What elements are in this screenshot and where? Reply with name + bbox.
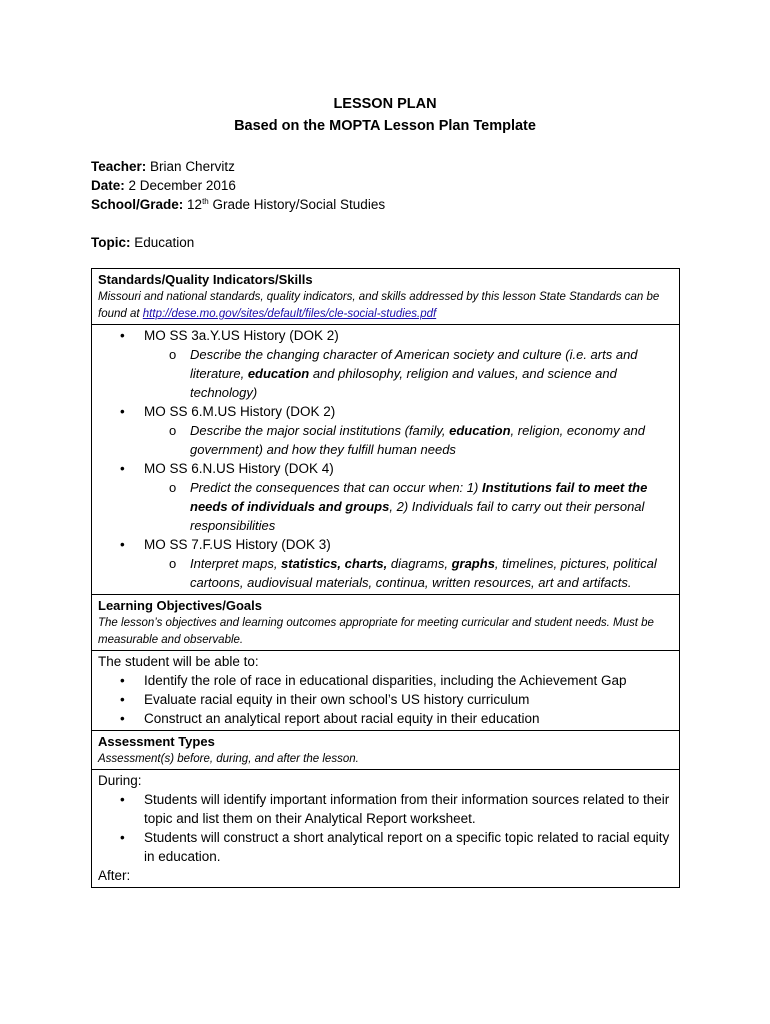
assessment-header-cell	[92, 731, 679, 770]
school-grade-line	[91, 195, 385, 214]
standards-note	[98, 289, 673, 323]
assessment-during-label: During:	[98, 773, 142, 788]
standard-descriptions	[144, 421, 673, 459]
description-text: and philosophy, religion and values, and science and technology)	[190, 366, 617, 400]
objective-text: Construct an analytical report about racial equity in their education	[144, 711, 540, 726]
objective-text: Evaluate racial equity in their own school’s US history curriculum	[144, 692, 530, 707]
school-grade-label: School/Grade:	[91, 197, 184, 212]
standards-heading: Standards/Quality Indicators/Skills	[98, 272, 313, 287]
lesson-plan-table	[91, 268, 680, 888]
assessment-text: Students will construct a short analytical report on a specific topic related to racial equity in education.	[144, 830, 670, 864]
sub-bullet-icon: o	[169, 347, 177, 362]
sub-bullet-icon: o	[169, 556, 177, 571]
standard-description	[144, 478, 673, 535]
topic-label: Topic:	[91, 235, 131, 250]
standards-body-cell	[92, 325, 679, 595]
description-text: , religion, economy and government) and how they fulfill human needs	[190, 423, 645, 457]
topic-line	[91, 233, 194, 252]
description-emphasis: Institutions fail to meet the needs of individuals and groups	[190, 480, 648, 514]
standard-description	[144, 421, 673, 459]
assessment-body-cell	[92, 770, 679, 887]
teacher-value: Brian Chervitz	[150, 159, 235, 174]
document-subtitle: Based on the MOPTA Lesson Plan Template	[234, 118, 536, 134]
description-text: diagrams,	[387, 556, 452, 571]
standard-item	[98, 535, 673, 592]
standard-description	[144, 345, 673, 402]
standards-note-text: Missouri and national standards, quality indicators, and skills addressed by this lesson State Standards can be found at	[98, 291, 660, 320]
standard-item	[98, 326, 673, 402]
standard-code: MO SS 6.M.US History (DOK 2)	[144, 404, 336, 419]
objectives-body-cell	[92, 651, 679, 731]
objectives-note: The lesson’s objectives and learning outcomes appropriate for meeting curricular and student needs. Must be measurable and observable.	[98, 617, 654, 646]
standard-descriptions	[144, 554, 673, 592]
objective-item	[98, 709, 673, 728]
description-text: Describe the major social institutions (family,	[190, 423, 450, 438]
description-emphasis: graphs	[451, 556, 495, 571]
bullet-icon: •	[120, 461, 125, 476]
standard-item	[98, 459, 673, 535]
objectives-intro: The student will be able to:	[98, 654, 259, 669]
description-text: Interpret maps,	[190, 556, 282, 571]
grade-number: 12	[187, 197, 203, 212]
standard-descriptions	[144, 478, 673, 535]
standard-code: MO SS 6.N.US History (DOK 4)	[144, 461, 334, 476]
objectives-list	[98, 671, 673, 728]
grade-subject: Grade History/Social Studies	[212, 197, 386, 212]
standard-description	[144, 554, 673, 592]
objectives-header-cell	[92, 595, 679, 651]
objectives-heading: Learning Objectives/Goals	[98, 598, 262, 613]
teacher-label: Teacher:	[91, 159, 147, 174]
description-text: , timelines, pictures, political cartoons, audiovisual materials, continua, written resources, art and artifacts.	[190, 556, 657, 590]
bullet-icon: •	[120, 328, 125, 343]
assessment-item	[98, 790, 673, 828]
topic-value: Education	[134, 235, 195, 250]
objective-text: Identify the role of race in educational disparities, including the Achievement Gap	[144, 673, 627, 688]
objective-item	[98, 671, 673, 690]
description-text: , 2) Individuals fail to carry out their personal responsibilities	[190, 499, 645, 533]
standard-descriptions	[144, 345, 673, 402]
document-title: LESSON PLAN	[333, 96, 437, 112]
assessment-text: Students will identify important information from their information sources related to their topic and list them on their Analytical Report worksheet.	[144, 792, 670, 826]
date-value: 2 December 2016	[128, 178, 236, 193]
sub-bullet-icon: o	[169, 423, 177, 438]
bullet-icon: •	[120, 711, 125, 726]
assessment-list	[98, 790, 673, 866]
teacher-line	[91, 157, 235, 176]
description-emphasis: education	[247, 366, 310, 381]
bullet-icon: •	[120, 673, 125, 688]
description-text: Predict the consequences that can occur when: 1)	[190, 480, 482, 495]
sub-bullet-icon: o	[169, 480, 177, 495]
bullet-icon: •	[120, 792, 125, 807]
standard-code: MO SS 3a.Y.US History (DOK 2)	[144, 328, 339, 343]
bullet-icon: •	[120, 404, 125, 419]
assessment-heading: Assessment Types	[98, 734, 215, 749]
standard-code: MO SS 7.F.US History (DOK 3)	[144, 537, 331, 552]
assessment-note: Assessment(s) before, during, and after the lesson.	[98, 753, 359, 765]
date-label: Date:	[91, 178, 125, 193]
bullet-icon: •	[120, 830, 125, 845]
assessment-after-label: After:	[98, 868, 131, 883]
description-emphasis: education	[449, 423, 511, 438]
standards-header-cell	[92, 269, 679, 325]
standards-link[interactable]: http://dese.mo.gov/sites/default/files/cle-social-studies.pdf	[142, 308, 437, 320]
standards-list	[98, 326, 673, 592]
assessment-item	[98, 828, 673, 866]
date-line	[91, 176, 236, 195]
bullet-icon: •	[120, 537, 125, 552]
bullet-icon: •	[120, 692, 125, 707]
grade-suffix: th	[202, 197, 209, 206]
description-text: Describe the changing character of American society and culture (i.e. arts and literature,	[190, 347, 638, 381]
standard-item	[98, 402, 673, 459]
objective-item	[98, 690, 673, 709]
description-emphasis: statistics, charts,	[281, 556, 388, 571]
